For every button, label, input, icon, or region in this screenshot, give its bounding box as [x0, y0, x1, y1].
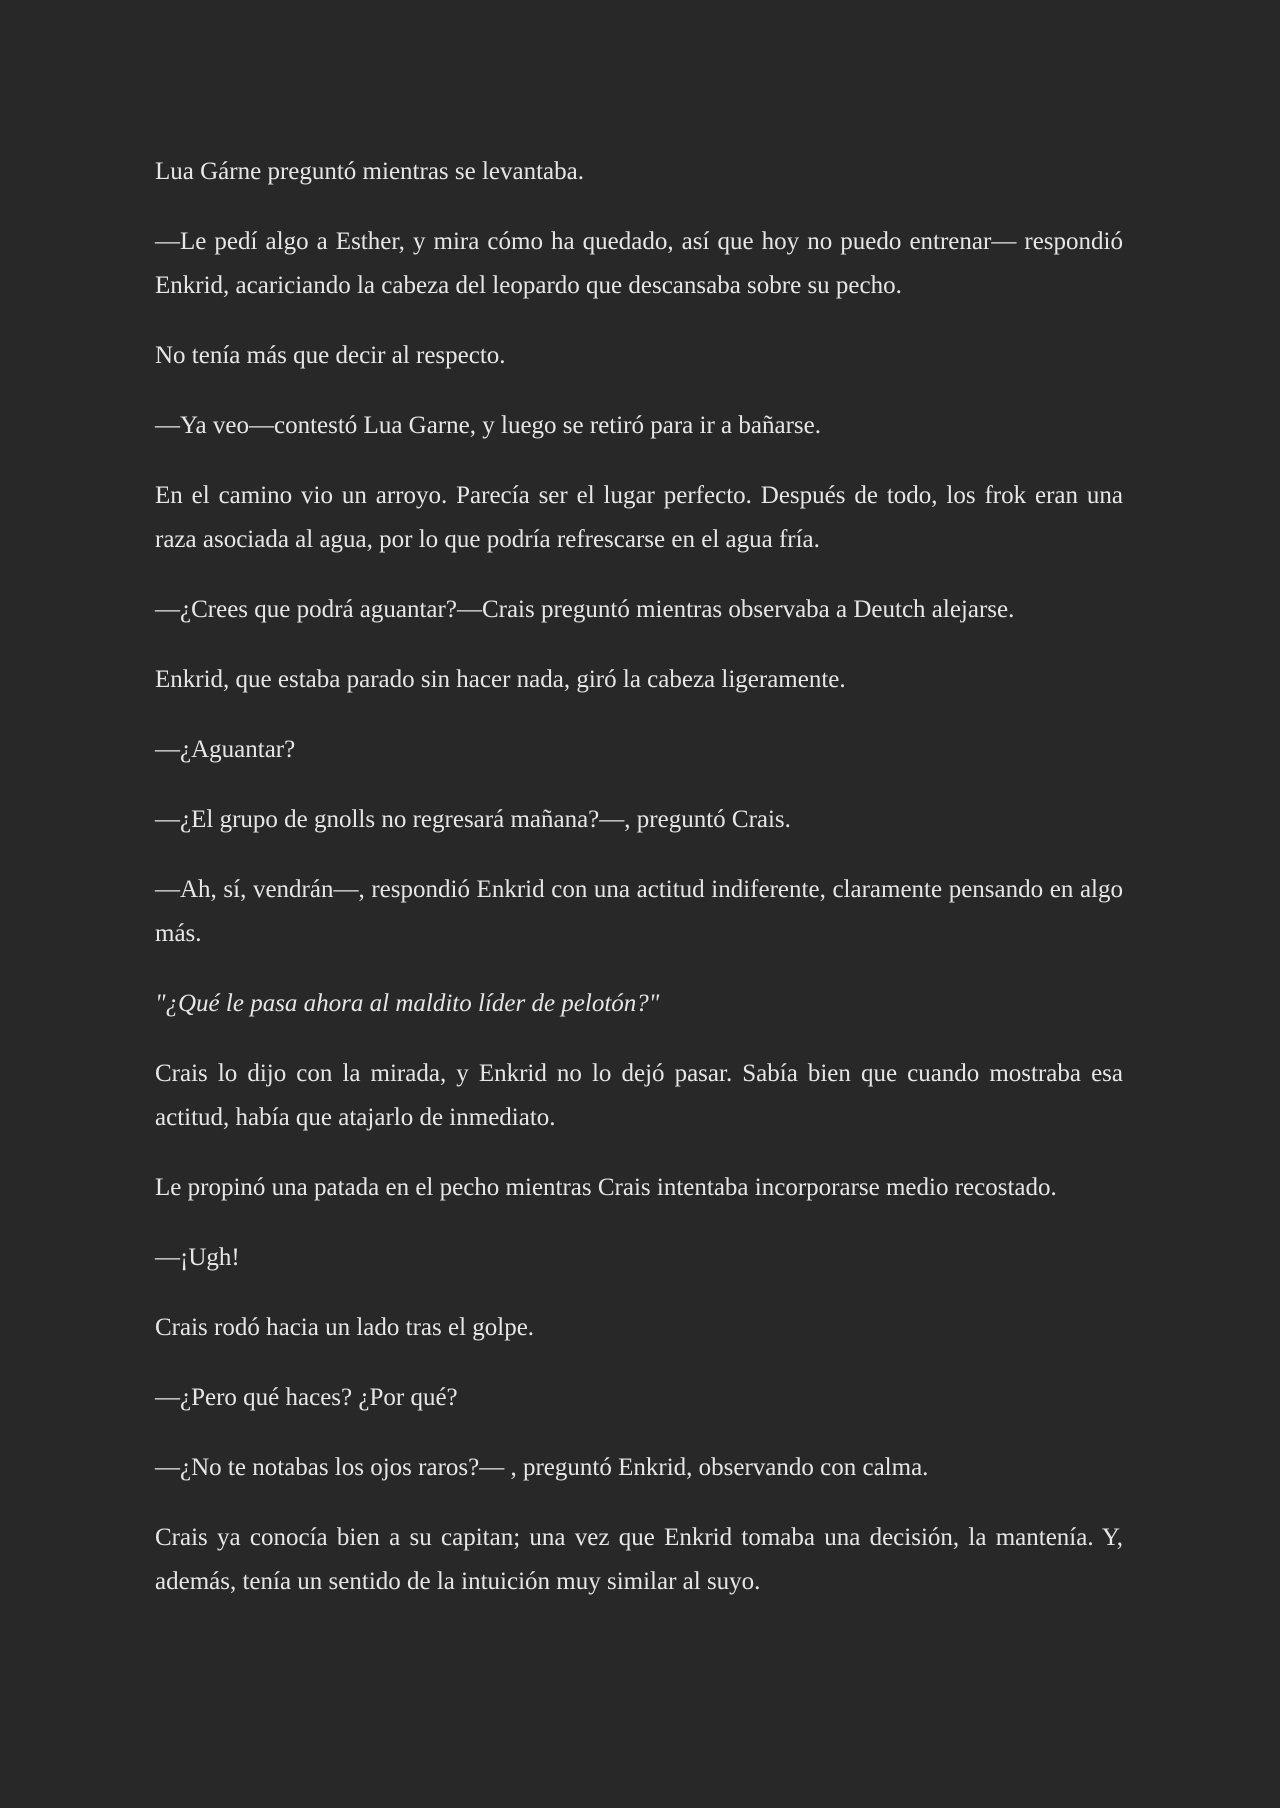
paragraph: —Ah, sí, vendrán—, respondió Enkrid con una actitud indiferente, claramente pensando en algo más. [155, 876, 1123, 947]
paragraph: Enkrid, que estaba parado sin hacer nada, giró la cabeza ligeramente. [155, 666, 846, 693]
paragraph: Crais lo dijo con la mirada, y Enkrid no lo dejó pasar. Sabía bien que cuando mostraba esa actitud, había que atajarlo de inmediato. [155, 1060, 1123, 1131]
paragraph: —¿Crees que podrá aguantar?—Crais preguntó mientras observaba a Deutch alejarse. [155, 596, 1015, 623]
paragraph: —¡Ugh! [155, 1244, 240, 1271]
paragraph: —Ya veo—contestó Lua Garne, y luego se retiró para ir a bañarse. [155, 412, 821, 439]
paragraph: Le propinó una patada en el pecho mientras Crais intentaba incorporarse medio recostado. [155, 1174, 1057, 1201]
paragraph: No tenía más que decir al respecto. [155, 342, 506, 369]
paragraph: —¿No te notabas los ojos raros?— , preguntó Enkrid, observando con calma. [155, 1454, 929, 1481]
thought-paragraph: "¿Qué le pasa ahora al maldito líder de pelotón?" [155, 990, 660, 1017]
paragraph: —¿Aguantar? [155, 736, 296, 763]
chapter-text [155, 150, 1123, 1630]
paragraph: Crais ya conocía bien a su capitan; una vez que Enkrid tomaba una decisión, la mantenía. Y, además, tenía un sentido de la intuición muy similar al suyo. [155, 1524, 1123, 1595]
paragraph: —Le pedí algo a Esther, y mira cómo ha quedado, así que hoy no puedo entrenar— respondió Enkrid, acariciando la cabeza del leopardo que descansaba sobre su pecho. [155, 228, 1123, 299]
paragraph: —¿El grupo de gnolls no regresará mañana?—, preguntó Crais. [155, 806, 791, 833]
paragraph: Lua Gárne preguntó mientras se levantaba. [155, 158, 584, 185]
paragraph: En el camino vio un arroyo. Parecía ser el lugar perfecto. Después de todo, los frok eran una raza asociada al agua, por lo que podría refrescarse en el agua fría. [155, 482, 1123, 553]
paragraph: —¿Pero qué haces? ¿Por qué? [155, 1384, 458, 1411]
paragraph: Crais rodó hacia un lado tras el golpe. [155, 1314, 535, 1341]
